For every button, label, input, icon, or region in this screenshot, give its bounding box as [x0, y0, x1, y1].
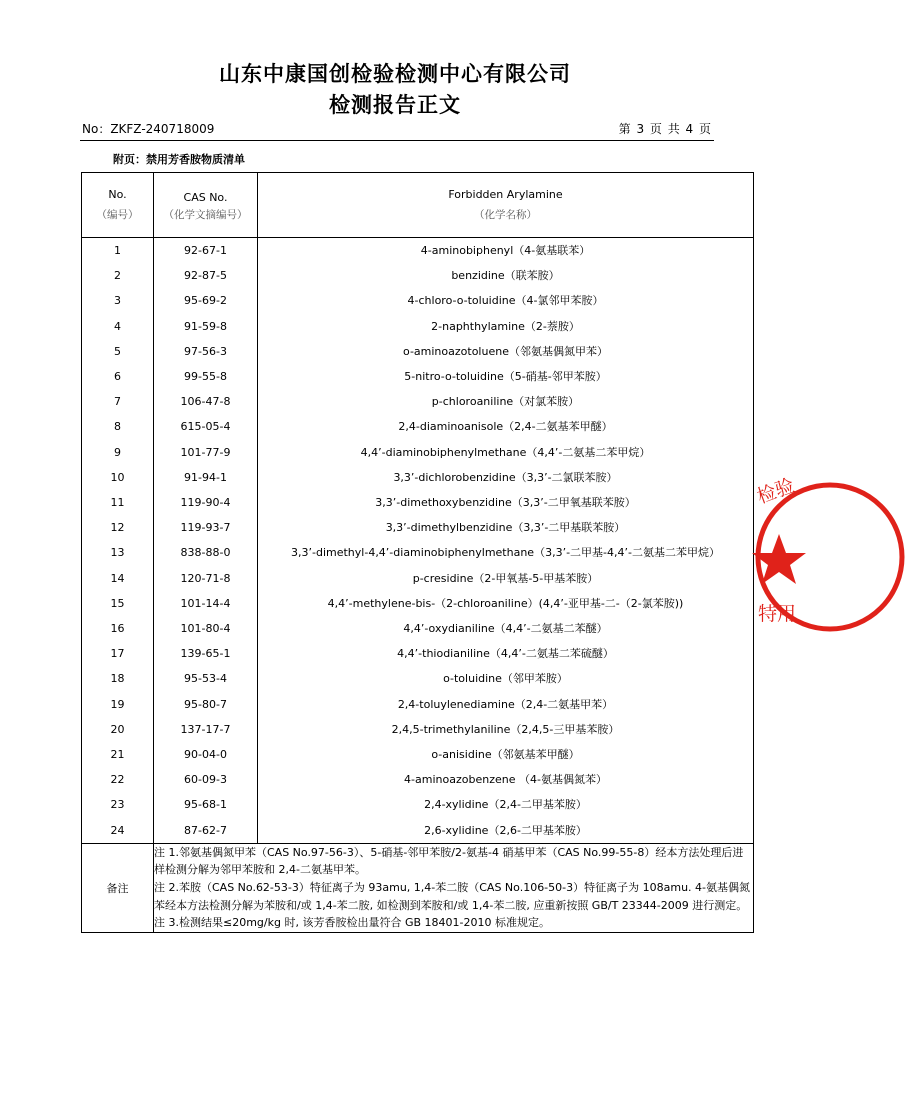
table-row — [82, 591, 754, 616]
header-cas: CAS No. （化学文摘编号） — [154, 173, 258, 238]
report-header-line — [80, 118, 714, 141]
row-name: o-anisidine（邻氨基苯甲醚） — [258, 742, 754, 767]
row-no: 5 — [82, 339, 154, 364]
row-no: 24 — [82, 818, 154, 844]
row-name: 4,4’-oxydianiline（4,4’-二氨基二苯醚） — [258, 616, 754, 641]
row-cas: 91-59-8 — [154, 314, 258, 339]
seal-text-bottom: 特用 — [758, 603, 797, 625]
row-no: 15 — [82, 591, 154, 616]
table-row — [82, 692, 754, 717]
table-row — [82, 364, 754, 389]
row-cas: 87-62-7 — [154, 818, 258, 844]
row-no: 21 — [82, 742, 154, 767]
row-no: 16 — [82, 616, 154, 641]
row-no: 4 — [82, 314, 154, 339]
row-cas: 101-14-4 — [154, 591, 258, 616]
row-no: 20 — [82, 717, 154, 742]
row-no: 11 — [82, 490, 154, 515]
row-cas: 120-71-8 — [154, 566, 258, 591]
note-3: 注 3.检测结果≤20mg/kg 时, 该芳香胺检出量符合 GB 18401-2010 标准规定。 — [154, 916, 550, 930]
row-name: 2,6-xylidine（2,6-二甲基苯胺） — [258, 818, 754, 844]
row-cas: 106-47-8 — [154, 389, 258, 414]
row-cas: 90-04-0 — [154, 742, 258, 767]
company-name: 山东中康国创检验检测中心有限公司 — [219, 62, 571, 86]
row-no: 17 — [82, 641, 154, 666]
row-name: 4,4’-thiodianiline（4,4’-二氨基二苯硫醚） — [258, 641, 754, 666]
row-no: 2 — [82, 263, 154, 288]
table-row — [82, 767, 754, 792]
report-title: 检测报告正文 — [329, 93, 461, 117]
row-cas: 97-56-3 — [154, 339, 258, 364]
row-no: 9 — [82, 440, 154, 465]
table-row — [82, 641, 754, 666]
table-header-row — [82, 173, 754, 238]
row-cas: 99-55-8 — [154, 364, 258, 389]
row-name: 5-nitro-o-toluidine（5-硝基-邻甲苯胺） — [258, 364, 754, 389]
row-name: 2,4-xylidine（2,4-二甲基苯胺） — [258, 792, 754, 817]
row-no: 14 — [82, 566, 154, 591]
row-no: 12 — [82, 515, 154, 540]
table-row — [82, 288, 754, 313]
row-no: 13 — [82, 540, 154, 565]
table-row — [82, 440, 754, 465]
row-cas: 95-53-4 — [154, 666, 258, 691]
table-row — [82, 389, 754, 414]
row-name: benzidine（联苯胺） — [258, 263, 754, 288]
row-no: 10 — [82, 465, 154, 490]
row-cas: 615-05-4 — [154, 414, 258, 439]
row-name: p-chloroaniline（对氯苯胺） — [258, 389, 754, 414]
row-no: 23 — [82, 792, 154, 817]
note-2: 注 2.苯胺（CAS No.62-53-3）特征离子为 93amu, 1,4-苯二胺（CAS No.106-50-3）特征离子为 108amu. 4-氨基偶氮苯经本方法检测分解为苯胺和/或 1,4-苯二胺, 如检测到苯胺和/或 1,4-苯二胺, 应重新按照 GB/T 23344-2009 进行测定。 — [154, 881, 751, 912]
row-cas: 838-88-0 — [154, 540, 258, 565]
official-seal-stamp — [755, 462, 905, 652]
row-cas: 95-68-1 — [154, 792, 258, 817]
row-name: 4,4’-methylene-bis-（2-chloroaniline）(4,4’-亚甲基-二-（2-氯苯胺)) — [258, 591, 754, 616]
row-cas: 139-65-1 — [154, 641, 258, 666]
row-no: 1 — [82, 238, 154, 264]
table-row — [82, 414, 754, 439]
table-row — [82, 566, 754, 591]
table-row — [82, 818, 754, 844]
row-no: 7 — [82, 389, 154, 414]
table-row — [82, 540, 754, 565]
row-name: 2,4-toluylenediamine（2,4-二氨基甲苯） — [258, 692, 754, 717]
table-row — [82, 314, 754, 339]
row-name: p-cresidine（2-甲氧基-5-甲基苯胺） — [258, 566, 754, 591]
note-1: 注 1.邻氨基偶氮甲苯（CAS No.97-56-3）、5-硝基-邻甲苯胺/2-氨基-4 硝基甲苯（CAS No.99-55-8）经本方法处理后进样检测分解为邻甲苯胺和 2,4-二氨基甲苯。 — [154, 845, 744, 877]
row-no: 3 — [82, 288, 154, 313]
row-name: 4,4’-diaminobiphenylmethane（4,4’-二氨基二苯甲烷） — [258, 440, 754, 465]
notes-label: 备注 — [82, 843, 154, 932]
row-cas: 119-90-4 — [154, 490, 258, 515]
report-number: No：ZKFZ-240718009 — [82, 122, 215, 136]
table-row — [82, 465, 754, 490]
row-name: 3,3’-dimethyl-4,4’-diaminobiphenylmethane（3,3’-二甲基-4,4’-二氨基二苯甲烷） — [258, 540, 754, 565]
table-row — [82, 742, 754, 767]
row-no: 8 — [82, 414, 154, 439]
row-name: 2,4,5-trimethylaniline（2,4,5-三甲基苯胺） — [258, 717, 754, 742]
row-name: 4-aminobiphenyl（4-氨基联苯） — [258, 238, 754, 264]
table-row — [82, 238, 754, 264]
row-cas: 95-69-2 — [154, 288, 258, 313]
table-row — [82, 339, 754, 364]
row-cas: 92-67-1 — [154, 238, 258, 264]
row-name: 4-aminoazobenzene （4-氨基偶氮苯） — [258, 767, 754, 792]
row-no: 22 — [82, 767, 154, 792]
table-row — [82, 616, 754, 641]
table-row — [82, 263, 754, 288]
row-name: o-toluidine（邻甲苯胺） — [258, 666, 754, 691]
header-no: No. （编号） — [82, 173, 154, 238]
arylamine-table — [81, 172, 754, 933]
row-cas: 137-17-7 — [154, 717, 258, 742]
row-cas: 60-09-3 — [154, 767, 258, 792]
row-no: 6 — [82, 364, 154, 389]
row-name: 2-naphthylamine（2-萘胺） — [258, 314, 754, 339]
row-cas: 91-94-1 — [154, 465, 258, 490]
notes-cell — [154, 843, 754, 932]
row-no: 19 — [82, 692, 154, 717]
notes-row — [82, 843, 754, 932]
row-cas: 101-80-4 — [154, 616, 258, 641]
row-name: 3,3’-dichlorobenzidine（3,3’-二氯联苯胺） — [258, 465, 754, 490]
row-name: o-aminoazotoluene（邻氨基偶氮甲苯） — [258, 339, 754, 364]
seal-text-top: 检验 — [754, 474, 798, 509]
table-row — [82, 717, 754, 742]
table-row — [82, 515, 754, 540]
table-row — [82, 792, 754, 817]
row-cas: 92-87-5 — [154, 263, 258, 288]
row-no: 18 — [82, 666, 154, 691]
row-cas: 101-77-9 — [154, 440, 258, 465]
row-name: 3,3’-dimethoxybenzidine（3,3’-二甲氧基联苯胺） — [258, 490, 754, 515]
row-name: 4-chloro-o-toluidine（4-氯邻甲苯胺） — [258, 288, 754, 313]
row-cas: 119-93-7 — [154, 515, 258, 540]
page-info: 第 3 页 共 4 页 — [618, 122, 712, 136]
row-name: 3,3’-dimethylbenzidine（3,3’-二甲基联苯胺） — [258, 515, 754, 540]
row-cas: 95-80-7 — [154, 692, 258, 717]
row-name: 2,4-diaminoanisole（2,4-二氨基苯甲醚） — [258, 414, 754, 439]
header-name: Forbidden Arylamine （化学名称） — [258, 173, 754, 238]
appendix-title: 附页：禁用芳香胺物质清单 — [113, 153, 245, 166]
table-row — [82, 490, 754, 515]
table-row — [82, 666, 754, 691]
